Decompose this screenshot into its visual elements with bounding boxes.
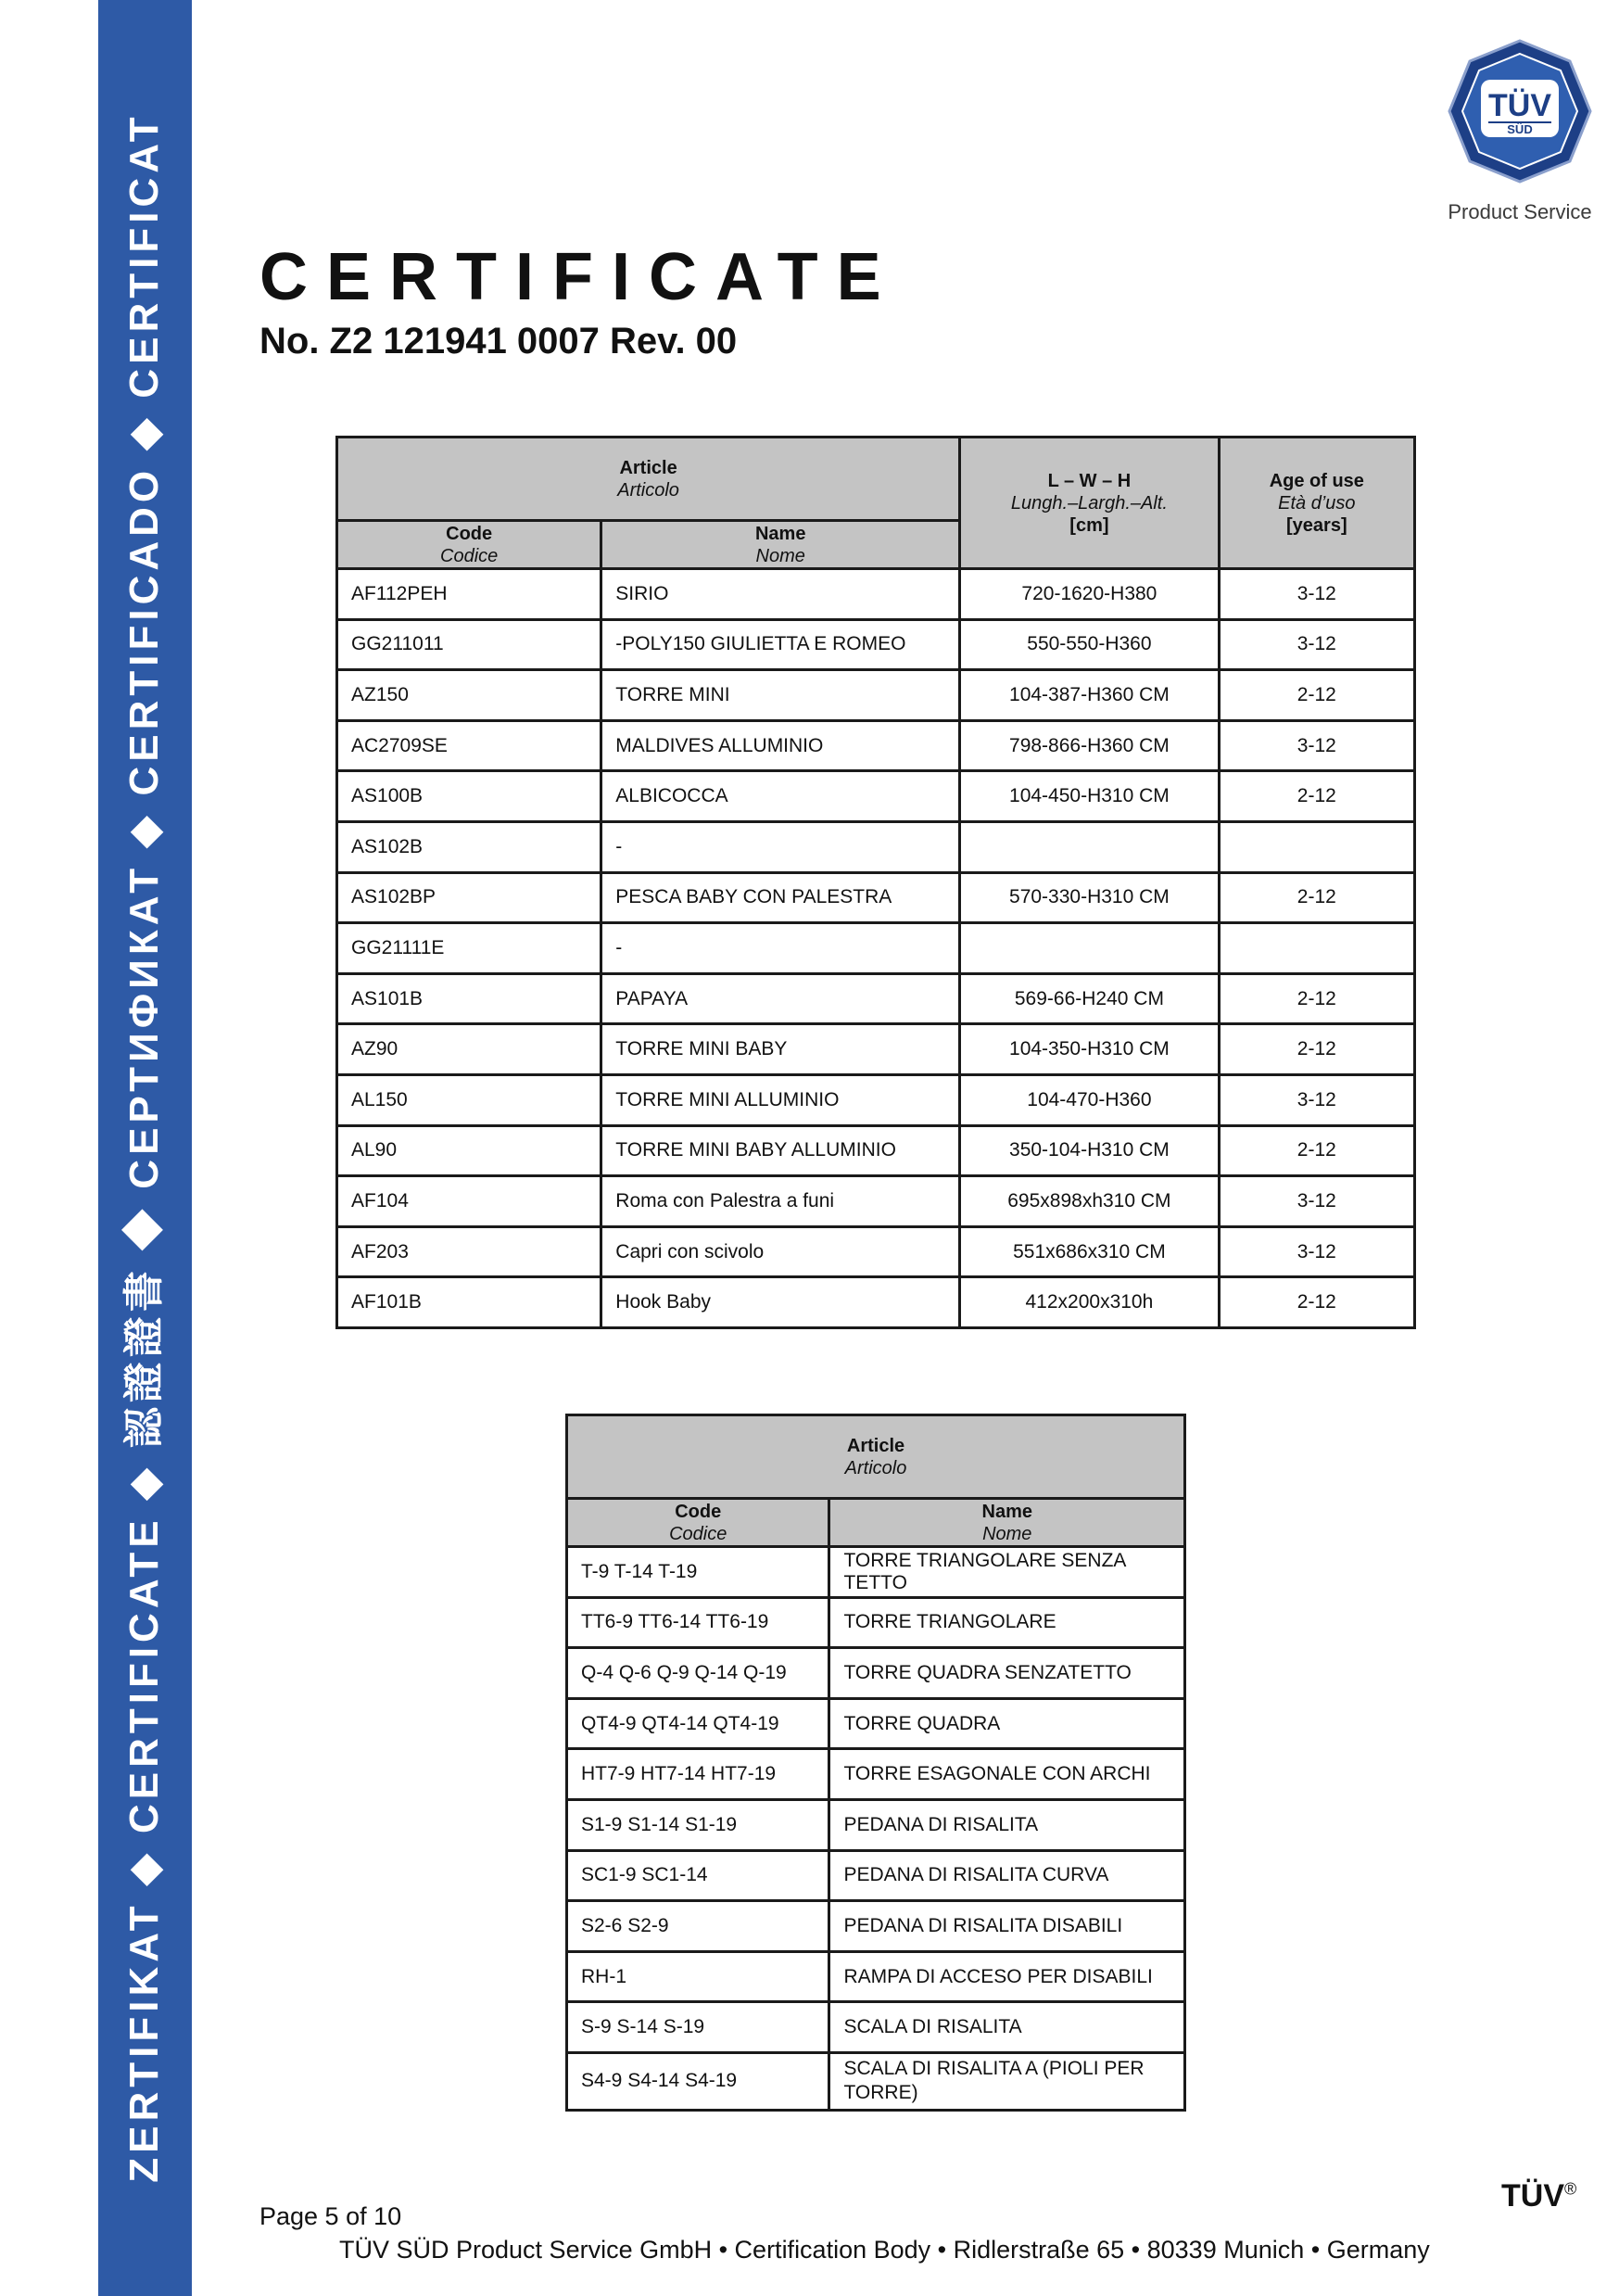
- article-header: Article Articolo: [567, 1415, 1185, 1499]
- table-row: AS100B ALBICOCCA 104-450-H310 CM 2-12: [337, 771, 1415, 822]
- table-row: AF104 Roma con Palestra a funi 695x898xh310 CM 3-12: [337, 1176, 1415, 1227]
- table-row: AS101B PAPAYA 569-66-H240 CM 2-12: [337, 973, 1415, 1024]
- articles-table-1: [335, 436, 1416, 1329]
- side-banner-text: ZERTIFIKAT ◆ CERTIFICATE ◆ 認證證書 ◆ СЕРТИФИКАТ ◆ CERTIFICADO ◆ CERTIFICAT: [121, 112, 167, 2183]
- table-row: GG21111E -: [337, 923, 1415, 974]
- age-header: Age of use Età d’uso [years]: [1219, 438, 1414, 569]
- name-header: Name Nome: [601, 521, 960, 569]
- document-title: CERTIFICATE: [259, 240, 900, 314]
- name-header: Name Nome: [829, 1499, 1185, 1547]
- table-row: T-9 T-14 T-19 TORRE TRIANGOLARE SENZA TETTO: [567, 1547, 1185, 1598]
- table-row: HT7-9 HT7-14 HT7-19 TORRE ESAGONALE CON ARCHI: [567, 1749, 1185, 1800]
- table-row: TT6-9 TT6-14 TT6-19 TORRE TRIANGOLARE: [567, 1597, 1185, 1648]
- footer-tuv-logo: TÜV®: [1501, 2178, 1577, 2214]
- table-row: S4-9 S4-14 S4-19 SCALA DI RISALITA A (PIOLI PER TORRE): [567, 2052, 1185, 2110]
- table-row: AF101B Hook Baby 412x200x310h 2-12: [337, 1277, 1415, 1328]
- logo-caption: Product Service: [1448, 200, 1592, 223]
- table-row: S-9 S-14 S-19 SCALA DI RISALITA: [567, 2002, 1185, 2053]
- certificate-number: No. Z2 121941 0007 Rev. 00: [259, 321, 738, 362]
- table-row: AL90 TORRE MINI BABY ALLUMINIO 350-104-H310 CM 2-12: [337, 1125, 1415, 1176]
- code-header: Code Codice: [337, 521, 601, 569]
- tuv-sud-logo: [1446, 37, 1594, 185]
- footer-address: TÜV SÜD Product Service GmbH • Certification Body • Ridlerstraße 65 • 80339 Munich • Germany: [339, 2236, 1430, 2264]
- table-row: AS102B -: [337, 821, 1415, 872]
- articles-table-2: [565, 1414, 1186, 2112]
- table-row: AF203 Capri con scivolo 551x686x310 CM 3-12: [337, 1226, 1415, 1277]
- table-row: AZ150 TORRE MINI 104-387-H360 CM 2-12: [337, 670, 1415, 721]
- table-row: RH-1 RAMPA DI ACCESO PER DISABILI: [567, 1951, 1185, 2002]
- svg-text:SÜD: SÜD: [1507, 122, 1533, 136]
- table-row: AL150 TORRE MINI ALLUMINIO 104-470-H360 3-12: [337, 1074, 1415, 1125]
- svg-text:TÜV: TÜV: [1488, 88, 1551, 123]
- table-row: GG211011 -POLY150 GIULIETTA E ROMEO 550-550-H360 3-12: [337, 619, 1415, 670]
- table-row: AZ90 TORRE MINI BABY 104-350-H310 CM 2-12: [337, 1024, 1415, 1075]
- table-row: S2-6 S2-9 PEDANA DI RISALITA DISABILI: [567, 1901, 1185, 1952]
- table-row: AC2709SE MALDIVES ALLUMINIO 798-866-H360 CM 3-12: [337, 720, 1415, 771]
- article-header: Article Articolo: [337, 438, 960, 521]
- table-row: S1-9 S1-14 S1-19 PEDANA DI RISALITA: [567, 1799, 1185, 1850]
- page-number: Page 5 of 10: [259, 2202, 402, 2230]
- table-row: AS102BP PESCA BABY CON PALESTRA 570-330-H310 CM 2-12: [337, 872, 1415, 923]
- table-row: QT4-9 QT4-14 QT4-19 TORRE QUADRA: [567, 1698, 1185, 1749]
- dims-header: L – W – H Lungh.–Largh.–Alt. [cm]: [960, 438, 1219, 569]
- table-row: AF112PEH SIRIO 720-1620-H380 3-12: [337, 569, 1415, 620]
- table-row: Q-4 Q-6 Q-9 Q-14 Q-19 TORRE QUADRA SENZATETTO: [567, 1648, 1185, 1699]
- code-header: Code Codice: [567, 1499, 829, 1547]
- table-row: SC1-9 SC1-14 PEDANA DI RISALITA CURVA: [567, 1850, 1185, 1901]
